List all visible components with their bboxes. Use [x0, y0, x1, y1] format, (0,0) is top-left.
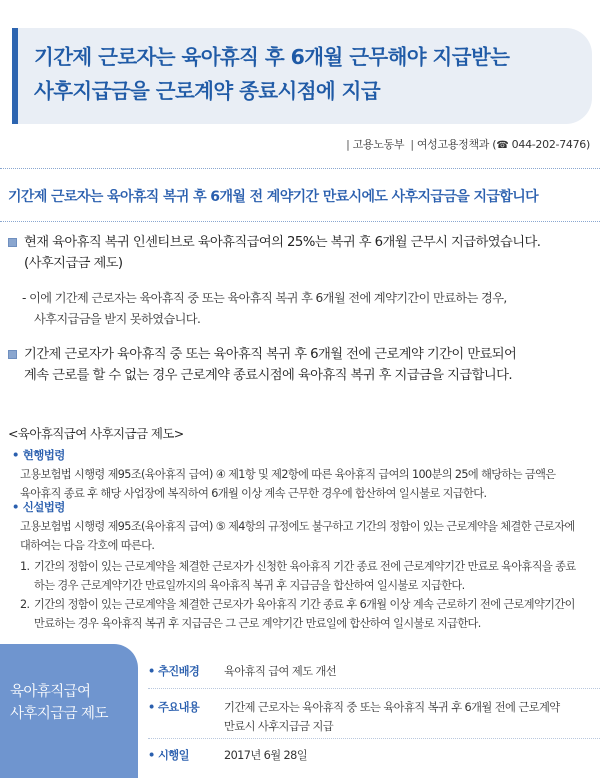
summary-divider [148, 688, 600, 689]
dot-icon: • [12, 448, 19, 462]
law-line: 육아휴직 종료 후 해당 사업장에 복직하여 6개월 이상 계속 근무한 경우에 합산하여 일시불로 지급한다. [20, 487, 487, 500]
source-department: 여성고용정책과 [416, 138, 490, 151]
bullet-line: 기간제 근로자가 육아휴직 중 또는 육아휴직 복귀 후 6개월 전에 근로계약 기간이 만료되어 [24, 347, 517, 362]
page-title [34, 40, 509, 108]
law-current-head: 현행법령 [22, 448, 65, 462]
summary-key: • 추진배경 [148, 665, 200, 678]
summary-label-line: 사후지급금 제도 [10, 706, 108, 722]
dash-line: 사후지급금을 받지 못하였습니다. [34, 312, 201, 326]
summary-label-panel [0, 644, 138, 778]
bullet-line: 계속 근로를 할 수 없는 경우 근로계약 종료시점에 육아휴직 복귀 후 지급금을 지급합니다. [24, 368, 512, 383]
phone-icon: ☎ [496, 140, 509, 151]
title-line-2: 사후지급금을 근로계약 종료시점에 지급 [34, 79, 381, 103]
source-phone: 044-202-7476 [511, 138, 586, 151]
square-bullet-icon [8, 238, 17, 247]
divider-bottom [0, 221, 600, 222]
law-line: 기간의 정함이 있는 근로계약을 체결한 근로자가 육아휴직 기간 종료 후 6개월 이상 계속 근로하기 전에 근로계약기간이 [34, 598, 575, 611]
summary-value: 만료시 사후지급금 지급 [224, 720, 334, 733]
law-line: 대하여는 다음 각호에 따른다. [20, 539, 155, 552]
list-item [20, 595, 592, 633]
summary-divider [148, 738, 600, 739]
law-section-title: <육아휴직급여 사후지급금 제도> [8, 426, 184, 441]
bullet-line: (사후지급금 제도) [24, 256, 123, 271]
summary-key: • 주요내용 [148, 701, 200, 714]
dash-line: - 이에 기간제 근로자는 육아휴직 중 또는 육아휴직 복귀 후 6개월 전에 계약기간이 만료하는 경우, [22, 291, 507, 305]
subheading: 기간제 근로자는 육아휴직 복귀 후 6개월 전 계약기간 만료시에도 사후지급금을 지급합니다 [8, 189, 539, 205]
square-bullet-icon [8, 350, 17, 359]
summary-value: 육아휴직 급여 제도 개선 [224, 665, 337, 678]
dot-icon: • [12, 500, 19, 514]
law-current [12, 446, 592, 503]
source-info: | 고용노동부 | 여성고용정책과 (☎ 044-202-7476) [346, 138, 590, 151]
law-new-head: 신설법령 [22, 500, 65, 514]
law-numbered-list [12, 557, 592, 633]
summary-value: 2017년 6월 28일 [224, 749, 308, 762]
dash-note [22, 288, 582, 330]
title-line-1: 기간제 근로자는 육아휴직 후 6개월 근무해야 지급받는 [34, 45, 510, 69]
list-number: 2. [20, 598, 30, 611]
bullet-line: 현재 육아휴직 복귀 인센티브로 육아휴직급여의 25%는 복귀 후 6개월 근무시 지급하였습니다. [24, 235, 541, 250]
list-number: 1. [20, 560, 30, 573]
law-line: 고용보험법 시행령 제95조(육아휴직 급여) ⑤ 제4항의 규정에도 불구하고 기간의 정함이 있는 근로계약을 체결한 근로자에 [20, 520, 575, 533]
source-ministry: 고용노동부 [352, 138, 405, 151]
law-line: 만료하는 경우 육아휴직 복귀 후 지급금은 그 근로 계약기간 만료일에 합산하여 일시불로 지급한다. [34, 617, 481, 630]
law-line: 하는 경우 근로계약기간 만료일까지의 육아휴직 복귀 후 지급금을 합산하여 일시불로 지급한다. [34, 579, 465, 592]
title-accent-bar [12, 28, 18, 124]
title-box [12, 28, 592, 124]
summary-label-line: 육아휴직급여 [10, 684, 91, 700]
summary-key: • 시행일 [148, 749, 189, 762]
list-item [20, 557, 592, 595]
law-new [12, 498, 592, 633]
summary-value: 기간제 근로자는 육아휴직 중 또는 육아휴직 복귀 후 6개월 전에 근로계약 [224, 701, 560, 714]
divider-top [0, 168, 600, 169]
law-line: 고용보험법 시행령 제95조(육아휴직 급여) ④ 제1항 및 제2항에 따른 육아휴직 급여의 100분의 25에 해당하는 금액은 [20, 468, 556, 481]
bullet-new-system [8, 344, 588, 386]
bullet-current-system [8, 232, 588, 274]
law-line: 기간의 정함이 있는 근로계약을 체결한 근로자가 신청한 육아휴직 기간 종료 전에 근로계약기간 만료로 육아휴직을 종료 [34, 560, 576, 573]
